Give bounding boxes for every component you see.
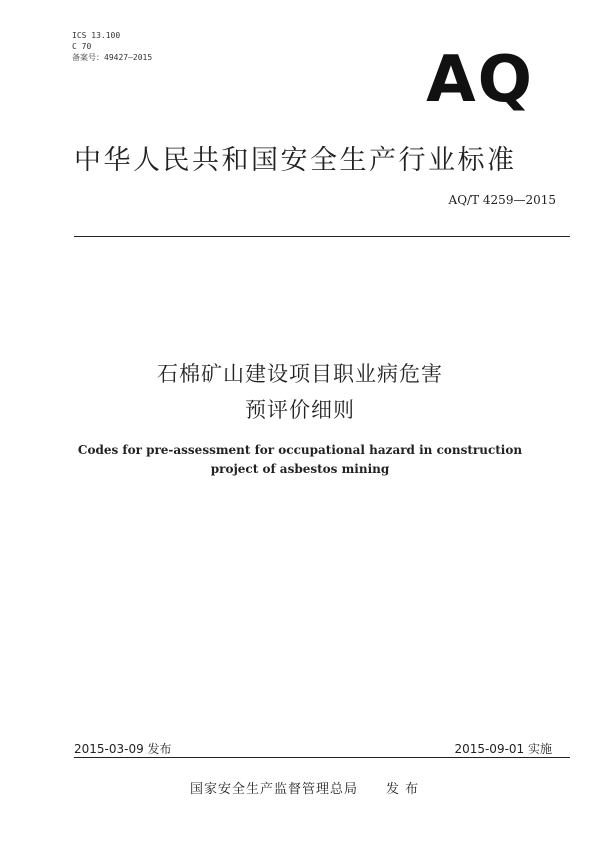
ics-code: ICS 13.100 <box>72 31 121 40</box>
document-title-en-line1: Codes for pre-assessment for occupational hazard in construction <box>77 443 523 457</box>
publisher-name: 国家安全生产监督管理总局 <box>190 782 359 797</box>
standard-category-title: 中华人民共和国安全生产行业标准 <box>74 145 517 176</box>
ccs-code: C 70 <box>72 42 92 51</box>
filing-number: 备案号：49427—2015 <box>72 53 153 62</box>
header-divider <box>74 236 570 237</box>
implementation-date: 2015-09-01 实施 <box>454 742 552 756</box>
document-title-cn-line1: 石棉矿山建设项目职业病危害 <box>157 362 443 386</box>
issue-date: 2015-03-09 发布 <box>74 742 172 756</box>
publish-action: 发布 <box>386 782 425 797</box>
document-title-cn-line2: 预评价细则 <box>245 398 355 422</box>
aq-logo: AQ <box>426 43 534 117</box>
publisher-line <box>190 778 424 797</box>
classification-block <box>72 30 152 63</box>
footer-divider <box>74 757 570 758</box>
document-title-en-line2: project of asbestos mining <box>210 462 390 476</box>
standard-number: AQ/T 4259—2015 <box>448 193 556 207</box>
